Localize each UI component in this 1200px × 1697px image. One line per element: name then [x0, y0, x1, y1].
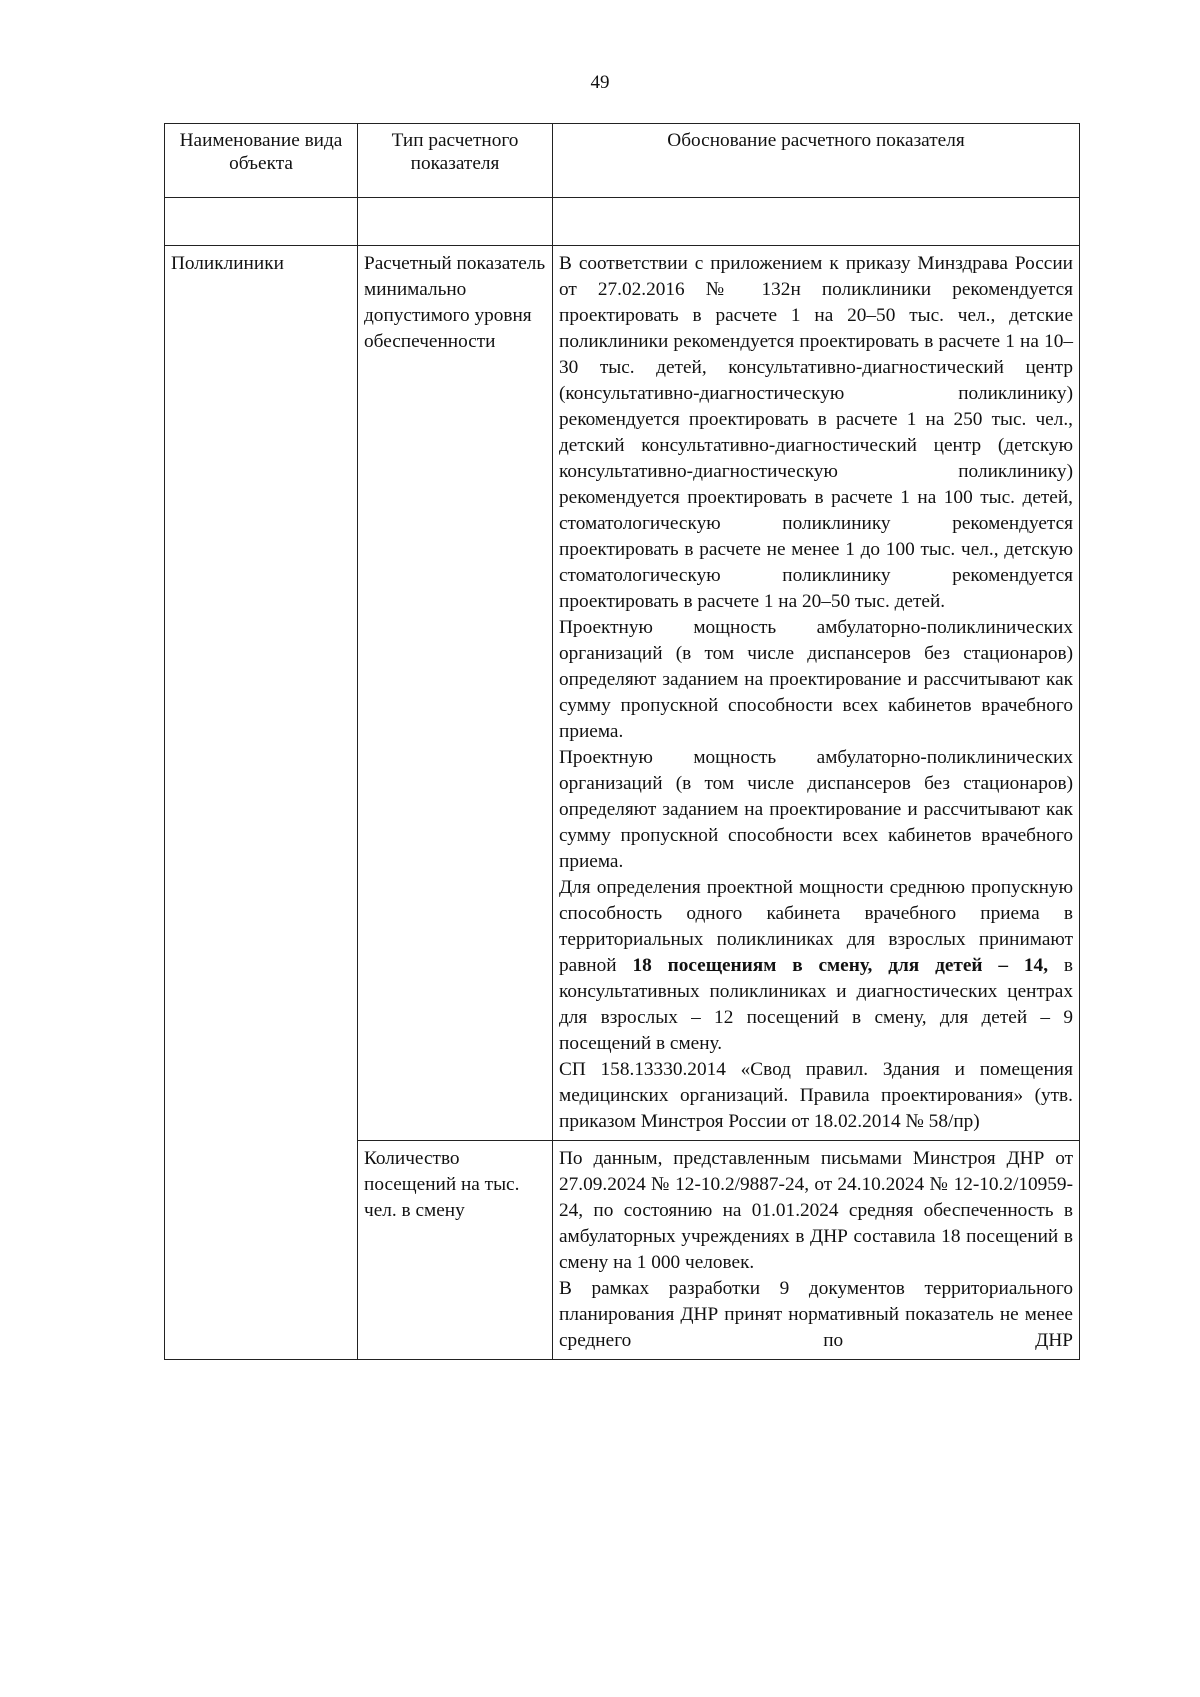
justification-paragraph: [559, 875, 1073, 1057]
paragraph-text: Для определения проектной мощности среднюю пропускную способность одного кабинета врачебного приема в территориальных поликлиниках для взрослых принимают равной: [559, 877, 1073, 976]
empty-cell: [165, 198, 358, 246]
empty-row: [165, 198, 1080, 246]
indicator-type-cell: Расчетный показатель минимально допустимого уровня обеспеченности: [358, 246, 553, 1141]
justification-cell: [553, 246, 1080, 1141]
justification-cell: [553, 1141, 1080, 1360]
paragraph-text: в консультативных поликлиниках и диагностических центрах для взрослых – 12 посещений в смену, для детей – 9 посещений в смену.: [559, 955, 1073, 1054]
indicator-table: [164, 123, 1080, 1360]
justification-paragraph: СП 158.13330.2014 «Свод правил. Здания и помещения медицинских организаций. Правила проектирования» (утв. приказом Минстроя России от 18.02.2014 № 58/пр): [559, 1059, 1073, 1132]
header-indicator-type: Тип расчетного показателя: [358, 124, 553, 198]
bold-norm-text: 18 посещениям в смену, для детей – 14,: [632, 955, 1049, 976]
header-object-name: Наименование вида объекта: [165, 124, 358, 198]
justification-paragraph: По данным, представленным письмами Минстроя ДНР от 27.09.2024 № 12-10.2/9887-24, от 24.10.2024 № 12-10.2/10959-24, по состоянию на 01.01.2024 средняя обеспеченность в амбулаторных учреждениях в ДНР составила 18 посещений в смену на 1 000 человек.: [559, 1148, 1073, 1273]
justification-paragraph: В соответствии с приложением к приказу Минздрава России от 27.02.2016 № 132н поликлиники рекомендуется проектировать в расчете 1 на 20–50 тыс. чел., детские поликлиники рекомендуется проектировать в расчете 1 на 10–30 тыс. детей, консультативно-диагностический центр (консультативно-диагностическую поликлинику) рекомендуется проектировать в расчете 1 на 250 тыс. чел., детский консультативно-диагностический центр (детскую консультативно-диагностическую поликлинику) рекомендуется проектировать в расчете 1 на 100 тыс. детей, стоматологическую поликлинику рекомендуется проектировать в расчете не менее 1 до 100 тыс. чел., детскую стоматологическую поликлинику рекомендуется проектировать в расчете 1 на 20–50 тыс. детей.: [559, 253, 1073, 612]
indicator-type-cell: Количество посещений на тыс. чел. в смену: [358, 1141, 553, 1360]
object-name-cell: Поликлиники: [165, 246, 358, 1360]
justification-paragraph: Проектную мощность амбулаторно-поликлинических организаций (в том числе диспансеров без стационаров) определяют заданием на проектирование и рассчитывают как сумму пропускной способности всех кабинетов врачебного приема.: [559, 747, 1073, 872]
table-row: [165, 246, 1080, 1141]
page-number: 49: [590, 72, 610, 93]
header-justification: Обоснование расчетного показателя: [553, 124, 1080, 198]
empty-cell: [358, 198, 553, 246]
empty-cell: [553, 198, 1080, 246]
justification-paragraph: В рамках разработки 9 документов территориального планирования ДНР принят нормативный показатель не менее среднего по ДНР: [559, 1278, 1073, 1351]
table-header-row: [165, 124, 1080, 198]
justification-paragraph: Проектную мощность амбулаторно-поликлинических организаций (в том числе диспансеров без стационаров) определяют заданием на проектирование и рассчитывают как сумму пропускной способности всех кабинетов врачебного приема.: [559, 617, 1073, 742]
